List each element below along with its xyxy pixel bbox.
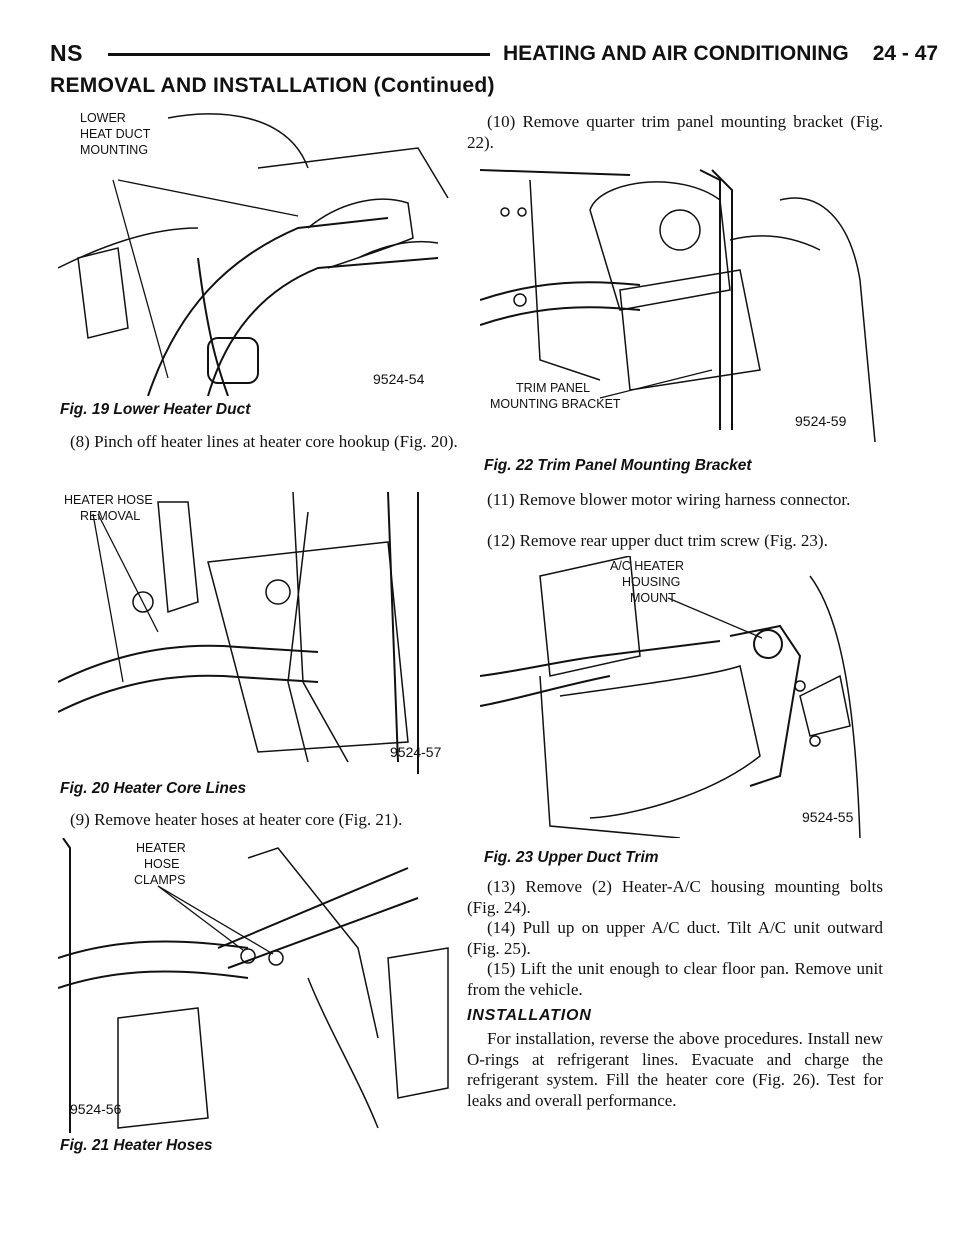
fig23-code: 9524-55 <box>802 809 854 825</box>
fig22-code: 9524-59 <box>795 413 847 429</box>
illustration-heater-core-lines <box>58 482 458 774</box>
installation-text: For installation, reverse the above procedures. Install new O-rings at refrigerant lines. Evacuate and charge the refrigerant system. Fill the heater core (Fig. 26). Test for leaks and overall performance. <box>467 1029 883 1110</box>
step-14: (14) Pull up on upper A/C duct. Tilt A/C unit outward (Fig. 25). <box>467 918 883 958</box>
step-15: (15) Lift the unit enough to clear floor pan. Remove unit from the vehicle. <box>467 959 883 999</box>
step-13: (13) Remove (2) Heater-A/C housing mounting bolts (Fig. 24). <box>467 877 883 917</box>
fig21-caption: Fig. 21 Heater Hoses <box>60 1137 213 1154</box>
fig22-label-line1: TRIM PANEL <box>516 381 591 395</box>
fig20-code: 9524-57 <box>390 744 442 760</box>
header-rule <box>108 53 490 56</box>
fig23-caption: Fig. 23 Upper Duct Trim <box>484 849 659 866</box>
page-header-section-code: NS <box>50 40 83 66</box>
fig19-code: 9524-54 <box>373 371 425 387</box>
fig20-label-line2: REMOVAL <box>80 509 141 523</box>
fig22-label-line2: MOUNTING BRACKET <box>490 397 621 411</box>
step-10: (10) Remove quarter trim panel mounting bracket (Fig. 22). <box>467 112 883 152</box>
figure-heater-core-lines <box>58 482 458 774</box>
fig21-code: 9524-56 <box>70 1101 122 1117</box>
fig19-label-line3: MOUNTING <box>80 143 149 157</box>
fig21-label-line3: CLAMPS <box>134 873 186 887</box>
page-header-title <box>503 42 938 66</box>
fig20-caption: Fig. 20 Heater Core Lines <box>60 780 247 797</box>
figure-trim-panel-mounting-bracket <box>480 160 880 442</box>
step-12: (12) Remove rear upper duct trim screw (Fig. 23). <box>487 531 828 550</box>
figure-heater-hoses <box>58 838 458 1133</box>
illustration-upper-duct-trim <box>480 556 880 838</box>
fig19-label-line2: HEAT DUCT <box>80 127 151 141</box>
illustration-trim-panel-mounting-bracket <box>480 160 880 442</box>
figure-lower-heater-duct <box>58 108 458 396</box>
fig19-label-line1: LOWER <box>80 111 126 125</box>
page-number: 24 - 47 <box>872 42 939 65</box>
fig23-label-line3: MOUNT <box>630 591 676 605</box>
step-9: (9) Remove heater hoses at heater core (Fig. 21). <box>70 810 403 829</box>
fig23-label-line1: A/C HEATER <box>610 559 685 573</box>
fig19-caption: Fig. 19 Lower Heater Duct <box>60 401 251 418</box>
step-8: (8) Pinch off heater lines at heater core hookup (Fig. 20). <box>70 432 458 451</box>
step-11: (11) Remove blower motor wiring harness connector. <box>487 490 851 509</box>
illustration-lower-heater-duct <box>58 108 458 396</box>
fig21-label-line1: HEATER <box>136 841 186 855</box>
fig20-label-line1: HEATER HOSE <box>64 493 153 507</box>
figure-upper-duct-trim <box>480 556 880 838</box>
section-title: REMOVAL AND INSTALLATION (Continued) <box>50 74 495 97</box>
illustration-heater-hoses <box>58 838 458 1133</box>
fig23-label-line2: HOUSING <box>622 575 681 589</box>
installation-heading: INSTALLATION <box>467 1007 592 1024</box>
fig22-caption: Fig. 22 Trim Panel Mounting Bracket <box>484 457 752 474</box>
header-chapter-title: HEATING AND AIR CONDITIONING <box>503 42 849 65</box>
fig21-label-line2: HOSE <box>144 857 180 871</box>
